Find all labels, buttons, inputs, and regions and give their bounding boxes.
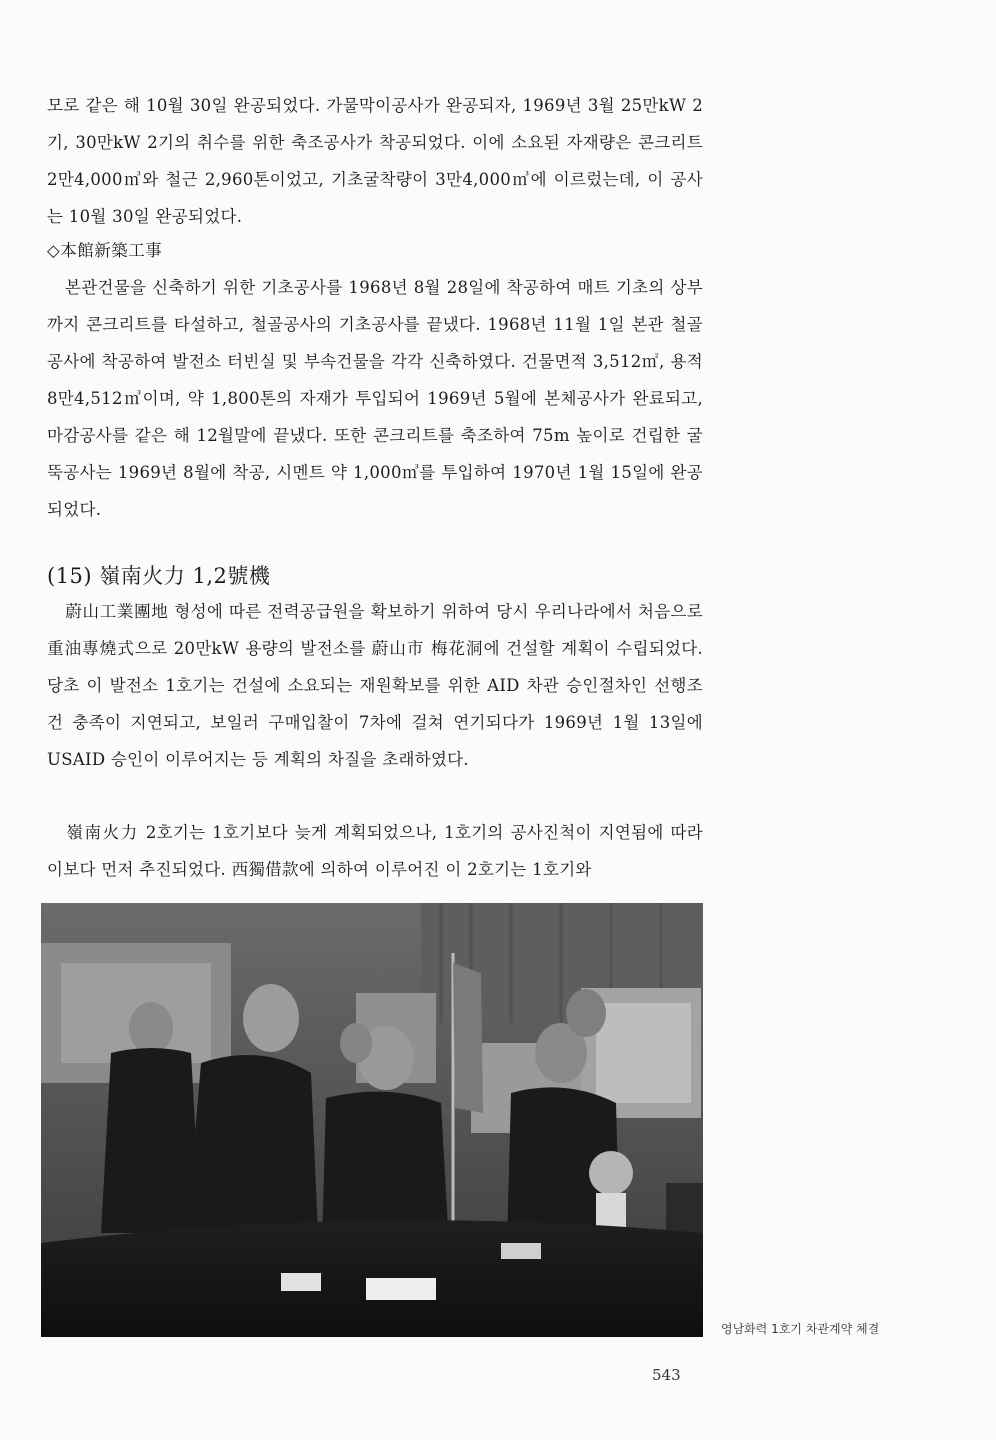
photo-caption: 영남화력 1호기 차관계약 체결 — [721, 1322, 880, 1336]
paragraph-unit-2: 嶺南火力 2호기는 1호기보다 늦게 계획되었으나, 1호기의 공사진척이 지연됨에 따라 이보다 먼저 추진되었다. 西獨借款에 의하여 이루어진 이 2호기는 1호기와 — [47, 823, 703, 879]
subheading-main-building: ◇本館新築工事 — [47, 241, 163, 260]
loan-signing-photo — [41, 903, 703, 1337]
page-number: 543 — [652, 1366, 681, 1384]
paragraph-cofferdam: 모로 같은 해 10월 30일 완공되었다. 가물막이공사가 완공되자, 1969년 3월 25만kW 2기, 30만kW 2기의 취수를 위한 축조공사가 착공되었다. 이에 소요된 자재량은 콘크리트 2만4,000㎥와 철근 2,960톤이었고, 기초굴착량이 3만4,000㎥에 이르렀는데, 이 공사는 10월 30일 완공되었다. — [47, 96, 703, 226]
section-title: (15) 嶺南火力 1,2號機 — [47, 564, 271, 588]
paragraph-main-building: 본관건물을 신축하기 위한 기초공사를 1968년 8월 28일에 착공하여 매트 기초의 상부까지 콘크리트를 타설하고, 철골공사의 기초공사를 끝냈다. 1968년 11월 1일 본관 철골공사에 착공하여 발전소 터빈실 및 부속건물을 각각 신축하였다. 건물면적 3,512㎡, 용적 8만4,512㎥이며, 약 1,800톤의 자재가 투입되어 1969년 5월에 본체공사가 완료되고, 마감공사를 같은 해 12월말에 끝냈다. 또한 콘크리트를 축조하여 75m 높이로 건립한 굴뚝공사는 1969년 8월에 착공, 시멘트 약 1,000㎥를 투입하여 1970년 1월 15일에 완공되었다. — [47, 278, 703, 519]
paragraph-ulsan-plant: 蔚山工業團地 형성에 따른 전력공급원을 확보하기 위하여 당시 우리나라에서 처음으로 重油專燒式으로 20만kW 용량의 발전소를 蔚山市 梅花洞에 건설할 계획이 수립되었다. 당초 이 발전소 1호기는 건설에 소요되는 재원확보를 위한 AID 차관 승인절차인 선행조건 충족이 지연되고, 보일러 구매입찰이 7차에 걸쳐 연기되다가 1969년 1월 13일에 USAID 승인이 이루어지는 등 계획의 차질을 초래하였다. — [47, 602, 703, 769]
